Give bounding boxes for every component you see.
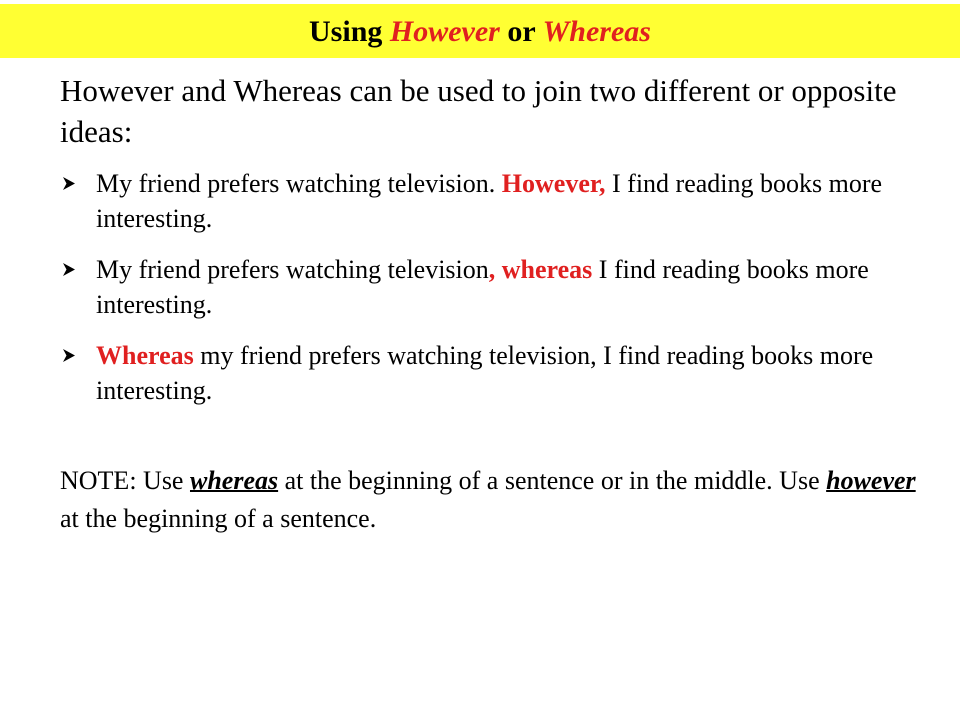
arrowhead-bullet-icon — [60, 252, 78, 287]
slide-title-bar — [0, 4, 960, 58]
example-text: My friend prefers watching television. — [96, 169, 502, 198]
example-item-whereas-middle — [60, 252, 920, 322]
intro-text: However and Whereas can be used to join two different or opposite ideas: — [60, 73, 897, 149]
usage-note — [60, 462, 920, 538]
example-text-rest: I find reading books more interesting. — [96, 255, 869, 319]
example-text-rest: my friend prefers watching television, I find reading books more interesting. — [96, 341, 874, 405]
title-prefix: Using — [309, 15, 390, 48]
note-text: at the beginning of a sentence or in the middle. Use — [278, 466, 827, 495]
arrowhead-bullet-icon — [60, 338, 78, 373]
note-keyword-however: however — [826, 466, 916, 495]
note-text: at the beginning of a sentence. — [60, 504, 377, 533]
example-keyword: , whereas — [488, 255, 593, 284]
note-text: NOTE: Use — [60, 466, 190, 495]
example-keyword: Whereas — [96, 341, 194, 370]
arrowhead-bullet-icon — [60, 166, 78, 201]
example-text: My friend prefers watching television — [96, 255, 489, 284]
example-item-however — [60, 166, 920, 236]
title-keyword-whereas: Whereas — [542, 15, 651, 48]
example-list — [60, 166, 920, 424]
example-item-whereas-start — [60, 338, 920, 408]
title-connector: or — [499, 15, 543, 48]
title-keyword-however: However — [389, 15, 500, 48]
example-keyword: However, — [501, 169, 606, 198]
example-text-rest: I find reading books more interesting. — [96, 169, 883, 233]
note-keyword-whereas: whereas — [189, 466, 279, 495]
